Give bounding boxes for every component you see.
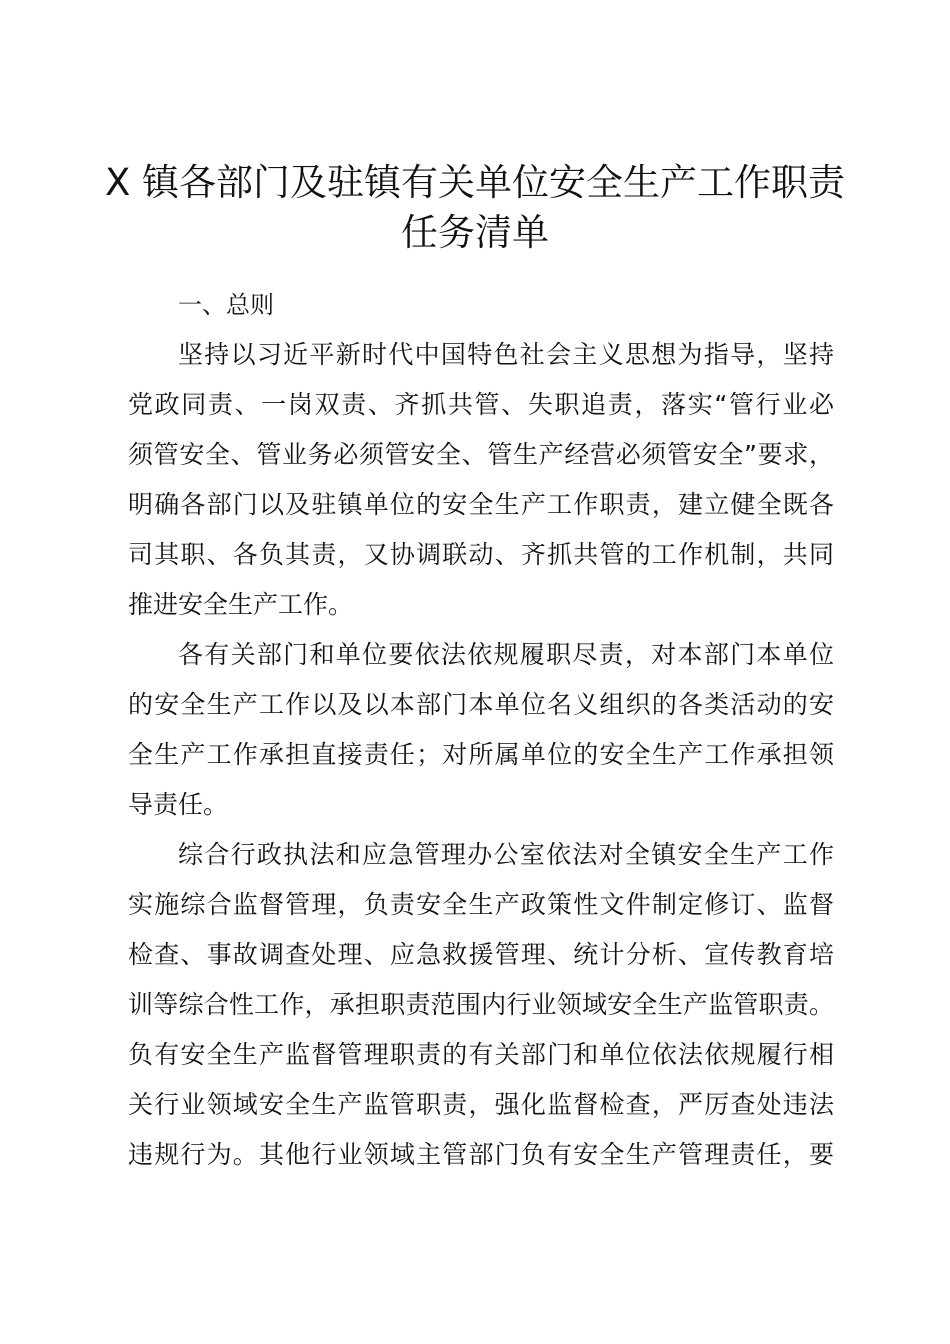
- paragraph-2-line-4: 导责任。: [128, 790, 229, 819]
- paragraph-3-line-7: 违规行为。其他行业领域主管部门负有安全生产管理责任，要: [128, 1140, 834, 1169]
- paragraph-1-line-1: 坚持以习近平新时代中国特色社会主义思想为指导，坚持: [178, 340, 834, 369]
- paragraph-2-line-1: 各有关部门和单位要依法依规履职尽责，对本部门本单位: [178, 640, 834, 669]
- document-title-line-1: X 镇各部门及驻镇有关单位安全生产工作职责: [104, 161, 846, 204]
- paragraph-1-line-6: 推进安全生产工作。: [128, 590, 354, 619]
- paragraph-1-line-3: 须管安全、管业务必须管安全、管生产经营必须管安全”要求，: [128, 440, 834, 469]
- document-title-line-2: 任务清单: [401, 211, 549, 254]
- paragraph-2-line-2: 的安全生产工作以及以本部门本单位名义组织的各类活动的安: [128, 690, 834, 719]
- paragraph-1-line-5: 司其职、各负其责，又协调联动、齐抓共管的工作机制，共同: [128, 540, 834, 569]
- paragraph-3-line-6: 关行业领域安全生产监管职责，强化监督检查，严厉查处违法: [128, 1090, 834, 1119]
- paragraph-3-line-1: 综合行政执法和应急管理办公室依法对全镇安全生产工作: [178, 840, 834, 869]
- section-heading: 一、总则: [178, 291, 274, 319]
- paragraph-1-line-4: 明确各部门以及驻镇单位的安全生产工作职责，建立健全既各: [128, 490, 834, 519]
- paragraph-2-line-3: 全生产工作承担直接责任；对所属单位的安全生产工作承担领: [128, 740, 834, 769]
- paragraph-3-line-4: 训等综合性工作，承担职责范围内行业领域安全生产监管职责。: [128, 990, 834, 1019]
- paragraph-3-line-5: 负有安全生产监督管理职责的有关部门和单位依法依规履行相: [128, 1040, 834, 1069]
- paragraph-3-line-2: 实施综合监督管理，负责安全生产政策性文件制定修订、监督: [128, 890, 834, 919]
- paragraph-3-line-3: 检查、事故调查处理、应急救援管理、统计分析、宣传教育培: [128, 940, 834, 969]
- paragraph-1-line-2: 党政同责、一岗双责、齐抓共管、失职追责，落实“管行业必: [128, 390, 834, 419]
